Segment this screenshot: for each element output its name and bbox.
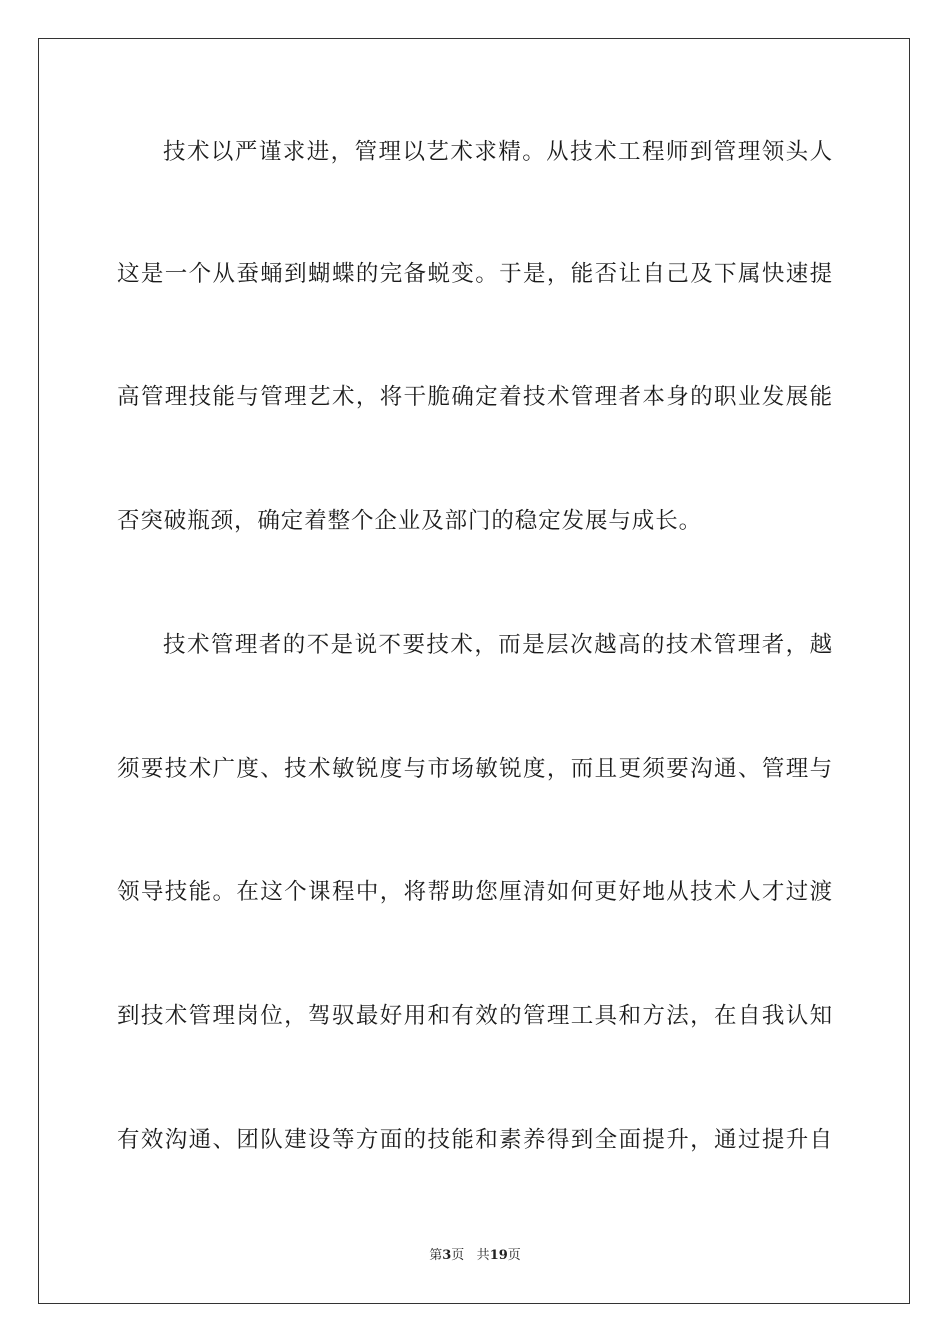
paragraph-1-line-2: 这是一个从蚕蛹到蝴蝶的完备蜕变。于是，能否让自己及下属快速提 <box>117 261 833 287</box>
page-footer <box>0 1247 950 1265</box>
paragraph-1-line-3: 高管理技能与管理艺术，将干脆确定着技术管理者本身的职业发展能 <box>117 384 833 410</box>
total-pages: 19 <box>489 1248 508 1263</box>
paragraph-2-line-4: 到技术管理岗位，驾驭最好用和有效的管理工具和方法，在自我认知 <box>117 1003 833 1029</box>
paragraph-1-line-1: 技术以严谨求进，管理以艺术求精。从技术工程师到管理领头人 <box>163 139 833 165</box>
paragraph-2-line-3: 领导技能。在这个课程中，将帮助您厘清如何更好地从技术人才过渡 <box>117 879 833 905</box>
page-prefix: 第 <box>429 1248 443 1263</box>
page-suffix: 页 <box>451 1248 465 1263</box>
paragraph-2-line-2: 须要技术广度、技术敏锐度与市场敏锐度，而且更须要沟通、管理与 <box>117 756 833 782</box>
page-frame <box>38 38 910 1304</box>
paragraph-2-line-1: 技术管理者的不是说不要技术，而是层次越高的技术管理者，越 <box>163 632 833 658</box>
total-prefix: 共 <box>476 1248 490 1263</box>
page-number: 3 <box>442 1248 452 1263</box>
paragraph-1-line-4: 否突破瓶颈，确定着整个企业及部门的稳定发展与成长。 <box>117 508 703 534</box>
total-suffix: 页 <box>507 1248 521 1263</box>
paragraph-2-line-5: 有效沟通、团队建设等方面的技能和素养得到全面提升，通过提升自 <box>117 1127 833 1153</box>
